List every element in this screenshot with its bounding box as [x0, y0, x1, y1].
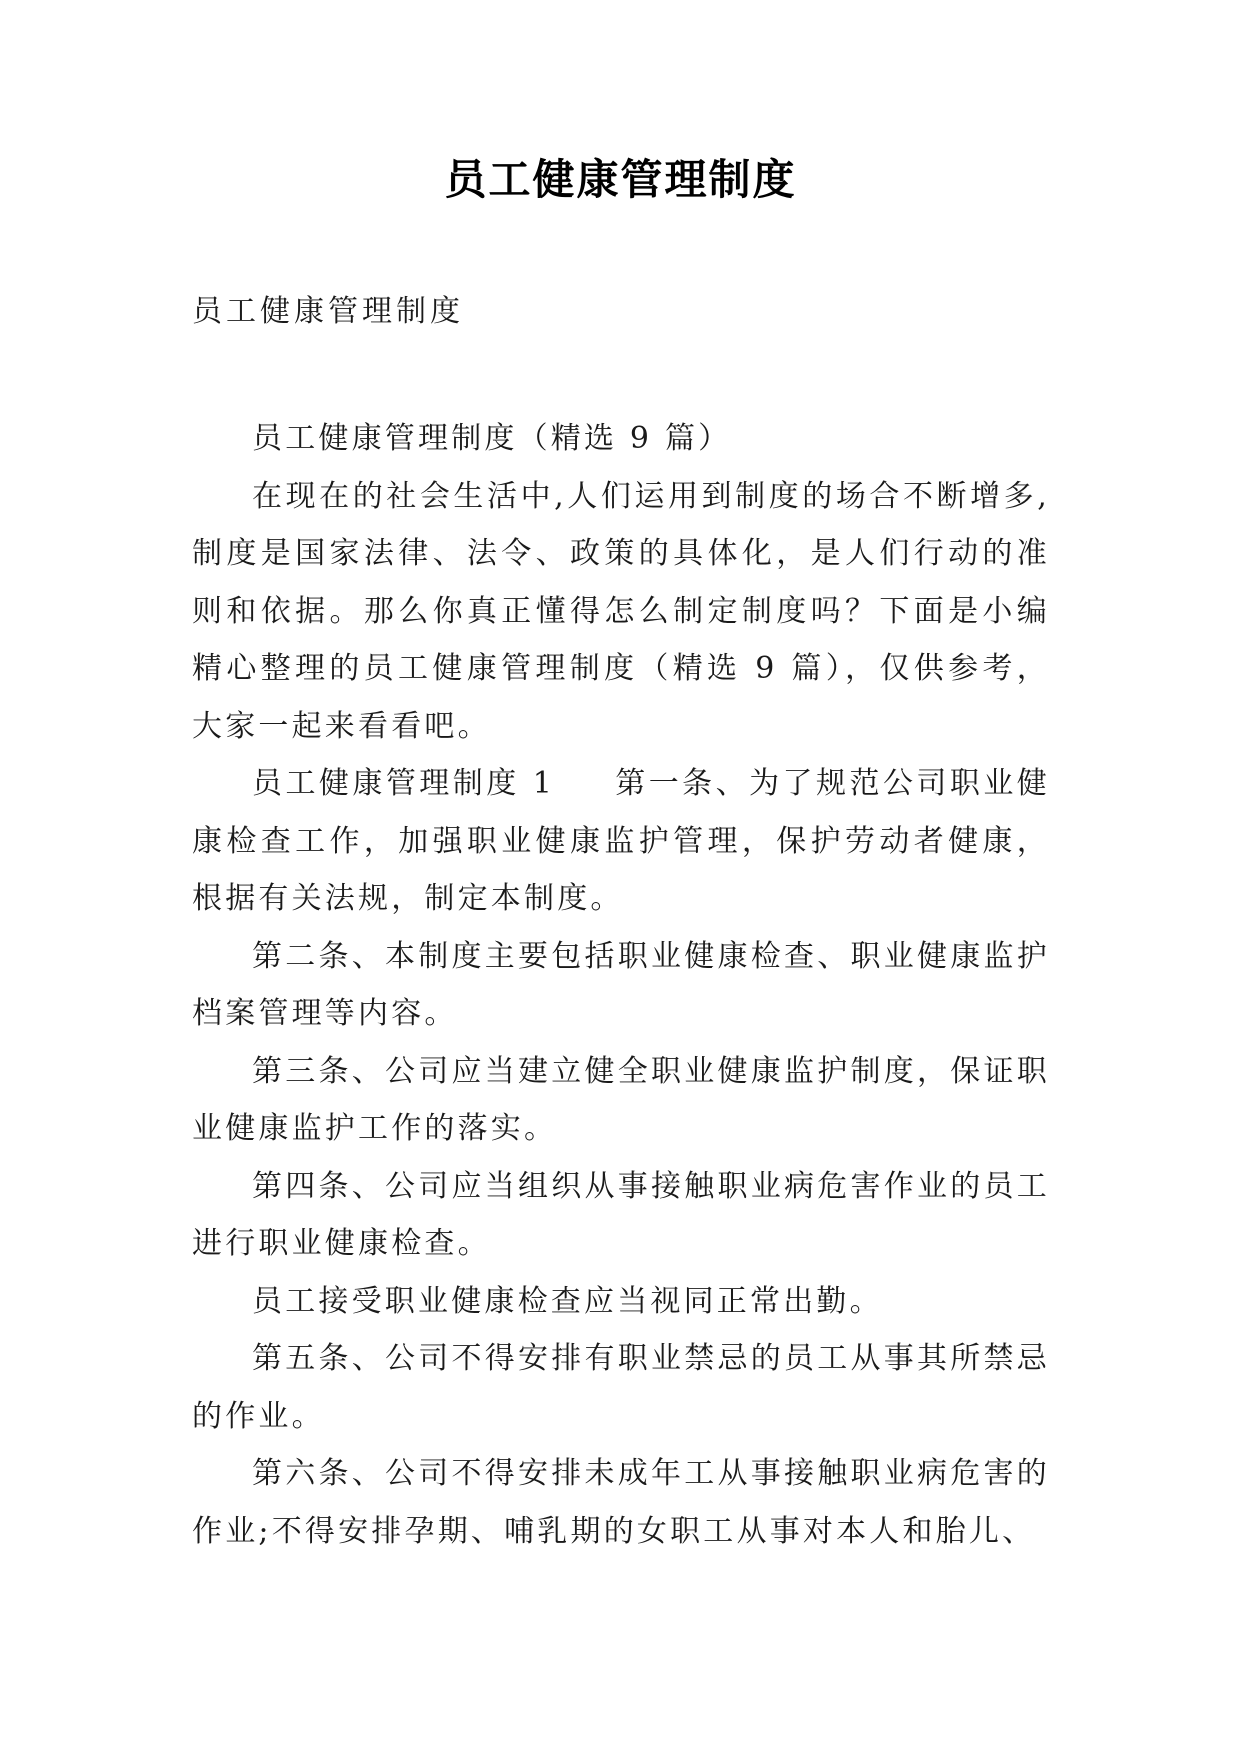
paragraph-article-6: 第六条、公司不得安排未成年工从事接触职业病危害的作业;不得安排孕期、哺乳期的女职工从事对本人和胎儿、: [192, 1456, 1050, 1549]
document-body: [192, 410, 1050, 1560]
paragraph-article-1: [192, 755, 1050, 928]
document-subtitle: 员工健康管理制度: [192, 294, 464, 329]
article-1-text: 第一条、为了规范公司职业健康检查工作，加强职业健康监护管理，保护劳动者健康，根据有关法规，制定本制度。: [192, 766, 1050, 916]
paragraph-article-2: 第二条、本制度主要包括职业健康检查、职业健康监护档案管理等内容。: [192, 938, 1050, 1031]
paragraph-heading-selection: 员工健康管理制度（精选 9 篇）: [252, 421, 732, 456]
paragraph-article-3: 第三条、公司应当建立健全职业健康监护制度，保证职业健康监护工作的落实。: [192, 1053, 1050, 1146]
document-title: 员工健康管理制度: [444, 155, 797, 204]
section-heading-1: 员工健康管理制度 1: [252, 766, 555, 801]
paragraph-intro: 在现在的社会生活中,人们运用到制度的场合不断增多,制度是国家法律、法令、政策的具体化，是人们行动的准则和依据。那么你真正懂得怎么制定制度吗？下面是小编精心整理的员工健康管理制度（精选 9 篇），仅供参考，大家一起来看看吧。: [192, 478, 1050, 744]
paragraph-article-4: 第四条、公司应当组织从事接触职业病危害作业的员工进行职业健康检查。: [192, 1168, 1050, 1261]
paragraph-article-4-note: 员工接受职业健康检查应当视同正常出勤。: [252, 1283, 883, 1319]
paragraph-article-5: 第五条、公司不得安排有职业禁忌的员工从事其所禁忌的作业。: [192, 1341, 1050, 1434]
